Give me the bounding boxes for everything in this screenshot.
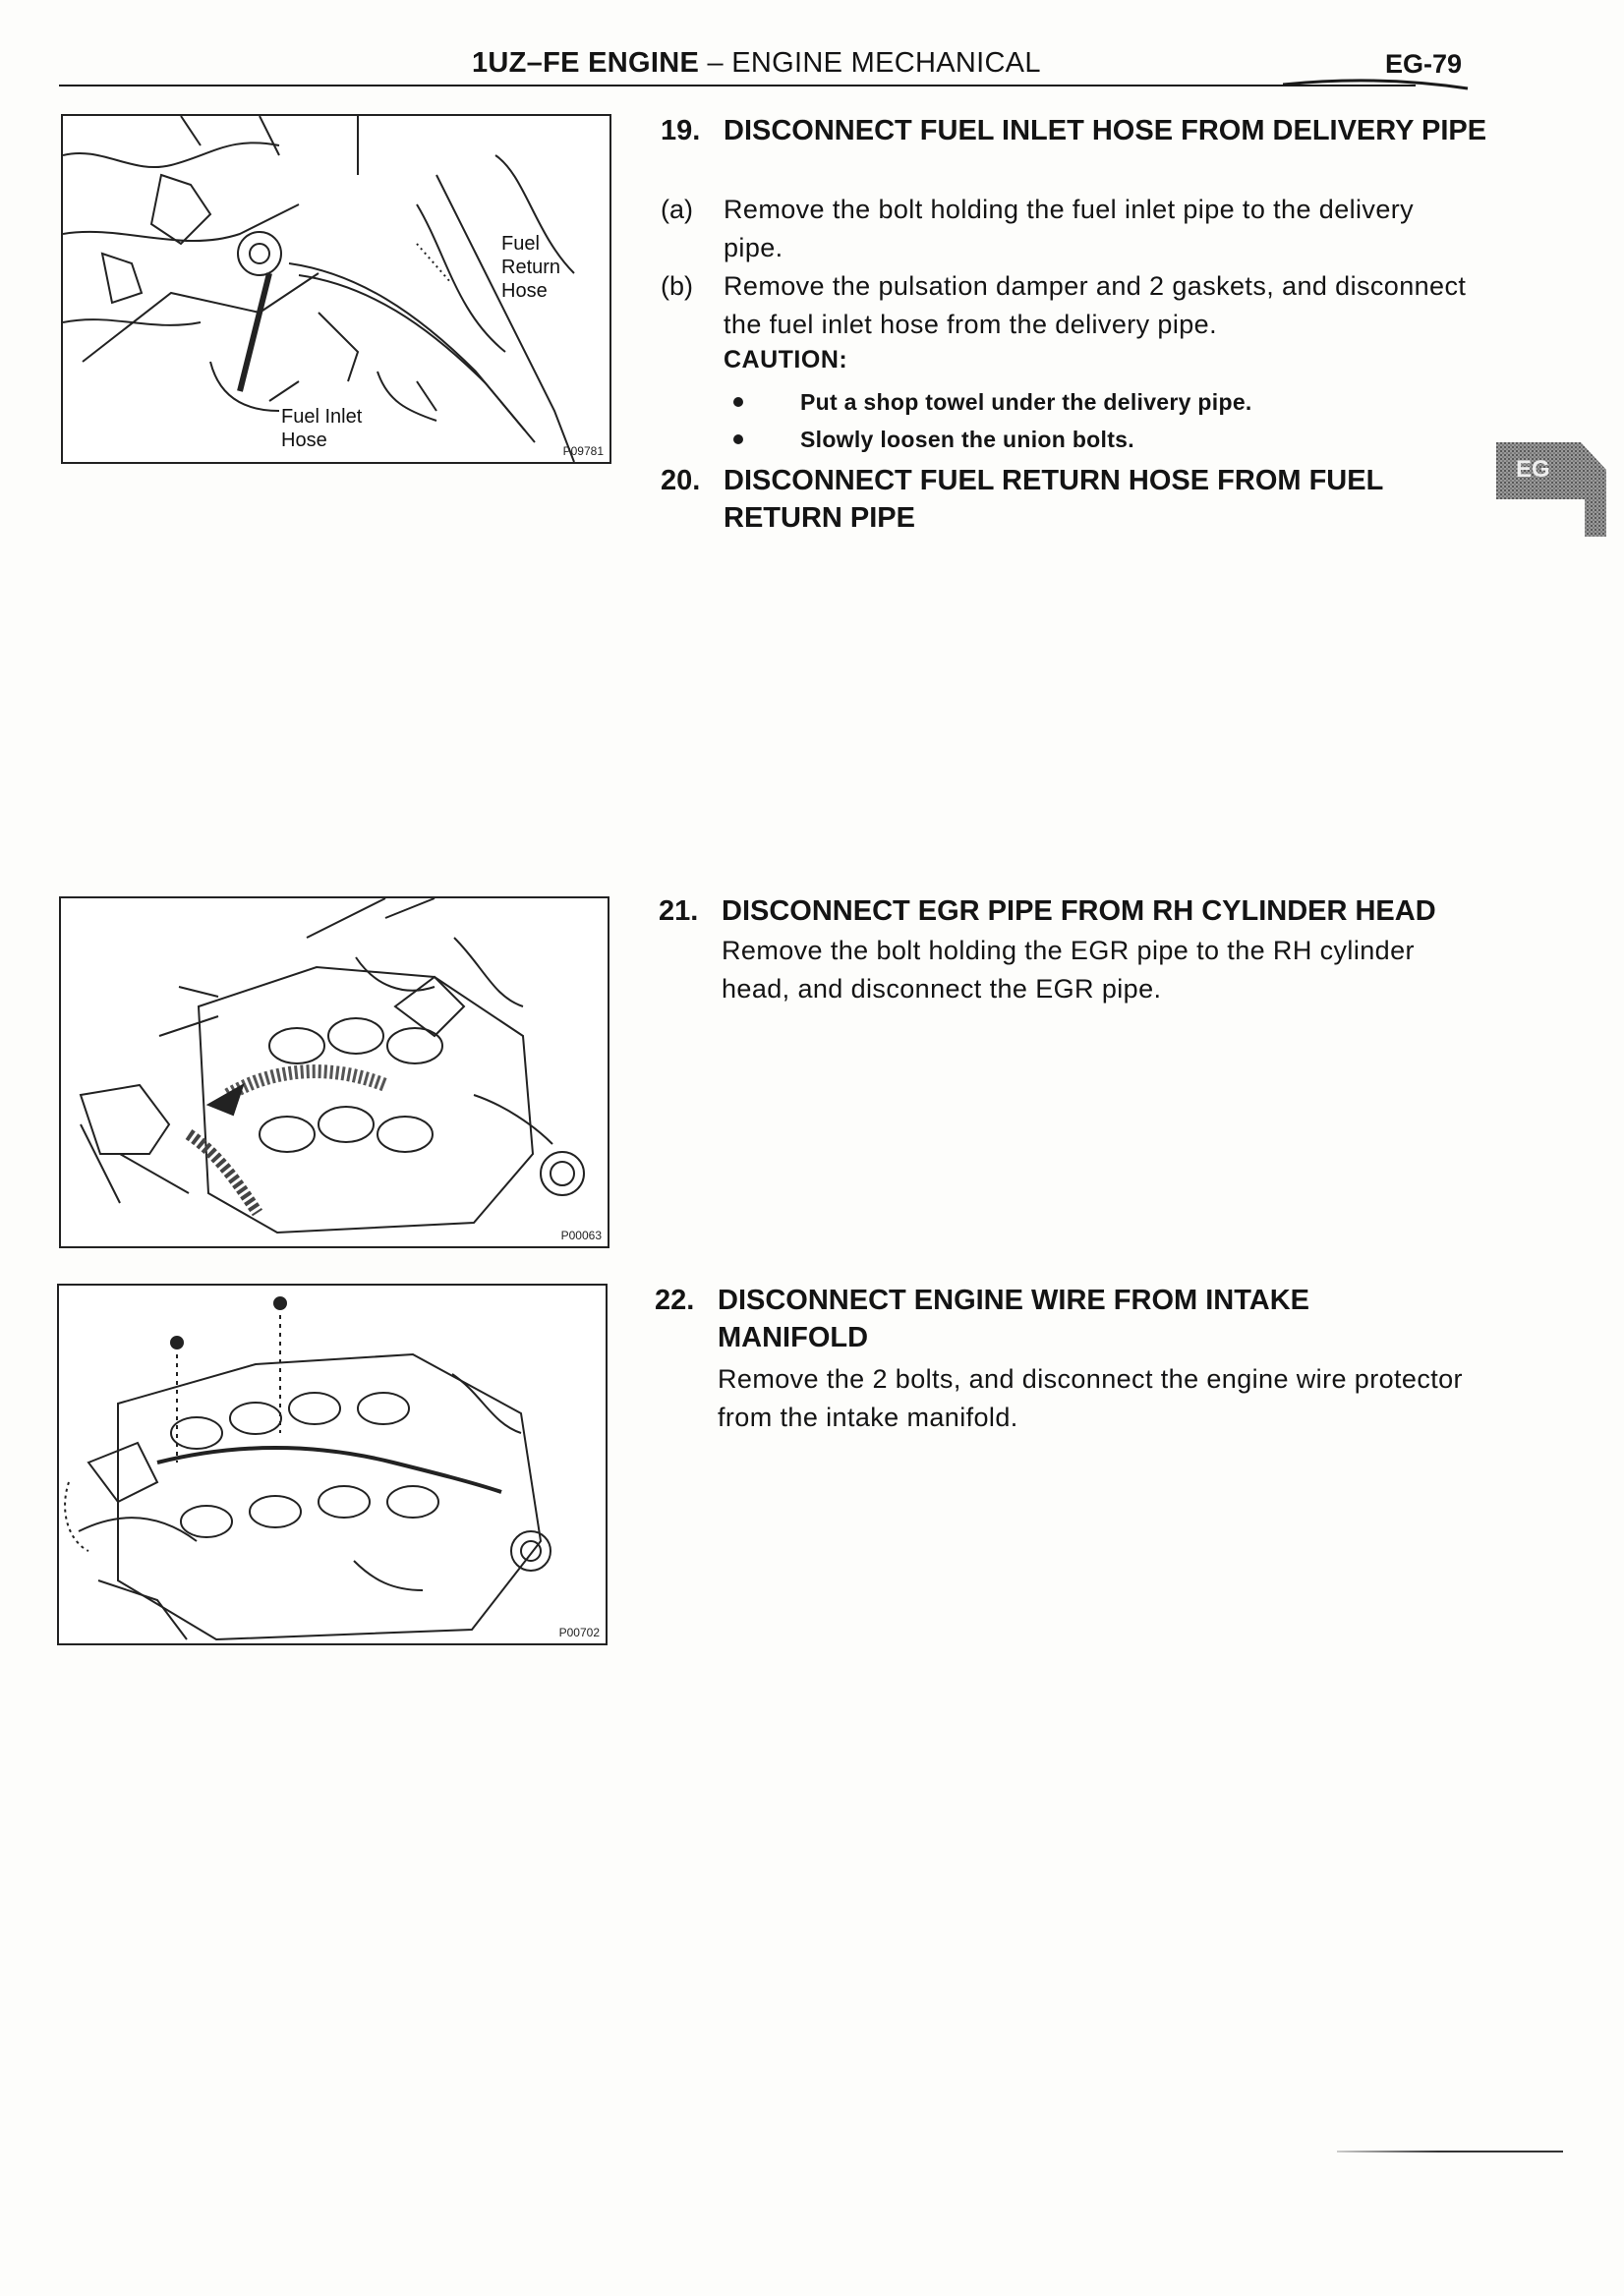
engine-illustration-wire xyxy=(59,1286,606,1643)
section-tab xyxy=(1496,442,1606,537)
step-title: DISCONNECT FUEL RETURN HOSE FROM FUEL RETURN PIPE xyxy=(724,465,1383,534)
header-rule xyxy=(59,85,1416,86)
section-tab-label: EG xyxy=(1516,456,1550,483)
step-19a-text: Remove the bolt holding the fuel inlet pipe to the delivery pipe. xyxy=(724,195,1415,262)
step-19b-text: Remove the pulsation damper and 2 gaskets, and disconnect the fuel inlet hose from the delivery pipe. xyxy=(724,271,1467,339)
figure-id: P00063 xyxy=(560,1229,602,1242)
figure-id: P00702 xyxy=(558,1626,600,1639)
step-21-text: Remove the bolt holding the EGR pipe to the RH cylinder head, and disconnect the EGR pipe. xyxy=(722,936,1415,1004)
bullet-dot xyxy=(733,397,743,407)
figure-engine-wire xyxy=(57,1284,608,1645)
step-number: 20. xyxy=(661,465,701,496)
step-number: 21. xyxy=(659,895,699,927)
engine-illustration-egr xyxy=(61,898,608,1246)
callout-fuel-inlet-hose: Fuel Inlet Hose xyxy=(281,406,363,451)
page-title: 1UZ–FE ENGINE – ENGINE MECHANICAL xyxy=(472,47,1041,79)
figure-id: P09781 xyxy=(562,444,604,458)
step-title: DISCONNECT EGR PIPE FROM RH CYLINDER HEAD xyxy=(722,895,1436,927)
figure-fuel-hoses xyxy=(61,114,611,464)
figure-egr-pipe xyxy=(59,896,609,1248)
step-title: DISCONNECT FUEL INLET HOSE FROM DELIVERY PIPE xyxy=(724,115,1487,146)
header-swoosh xyxy=(1283,77,1470,98)
callout-fuel-return-hose: Fuel Return Hose xyxy=(501,233,561,302)
page-number: EG-79 xyxy=(1384,49,1462,79)
step-19b-label: (b) xyxy=(661,271,693,301)
section-tab-shape xyxy=(1496,442,1606,537)
page-header xyxy=(59,47,1470,86)
step-19a-label: (a) xyxy=(661,195,693,224)
footer-rule xyxy=(1337,2151,1563,2152)
step-title: DISCONNECT ENGINE WIRE FROM INTAKE MANIFOLD xyxy=(718,1285,1310,1353)
bullet-dot xyxy=(733,434,743,444)
step-number: 19. xyxy=(661,115,701,146)
step-number: 22. xyxy=(655,1285,695,1316)
step-22-text: Remove the 2 bolts, and disconnect the engine wire protector from the intake manifold. xyxy=(718,1364,1463,1432)
caution-label: CAUTION: xyxy=(724,346,848,373)
